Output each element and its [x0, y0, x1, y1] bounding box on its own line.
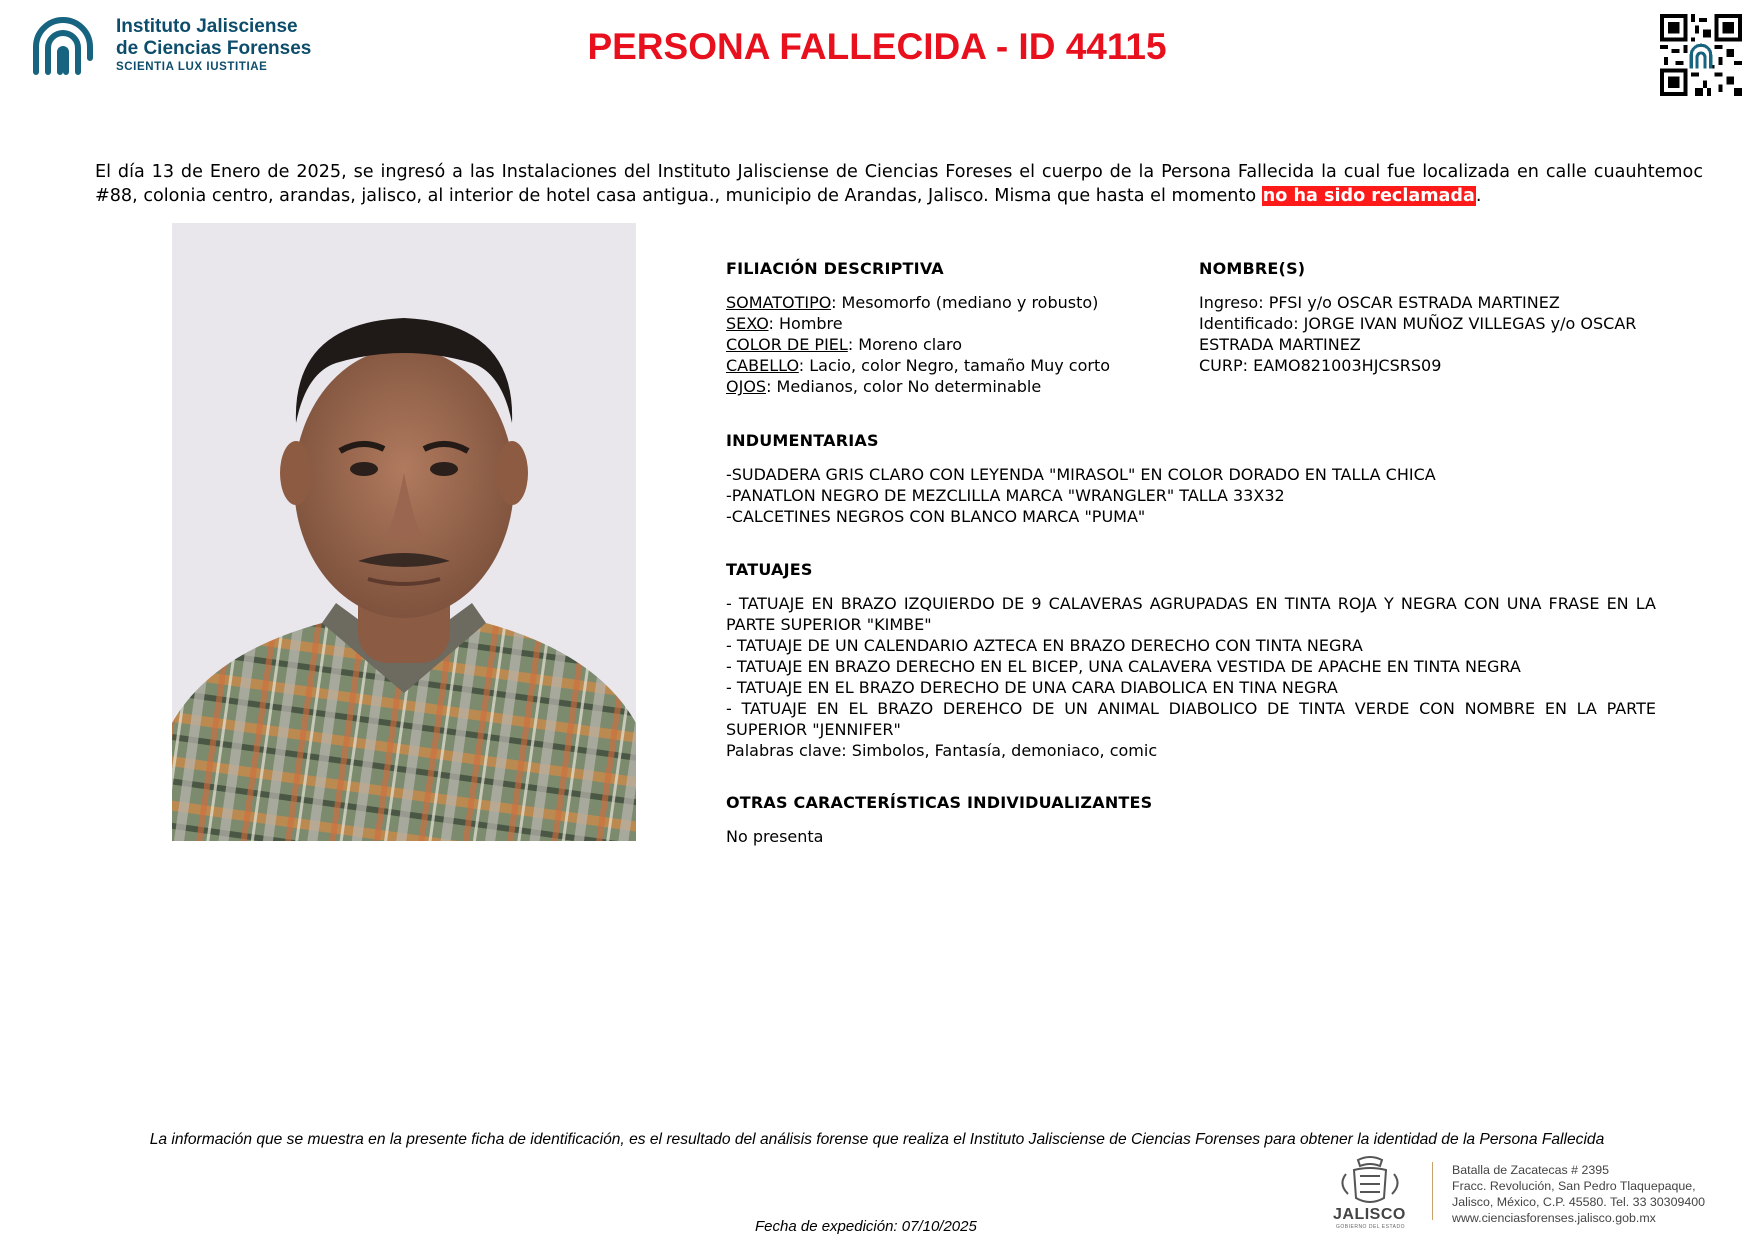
logo-name-line1: Instituto Jalisciense	[116, 16, 298, 37]
intro-end: .	[1475, 186, 1482, 206]
page-title: PERSONA FALLECIDA - ID 44115	[587, 26, 1167, 67]
cabello-line	[726, 355, 1186, 376]
institute-address	[1452, 1162, 1705, 1226]
ojos-line	[726, 376, 1186, 397]
tatuajes-heading: TATUAJES	[726, 560, 813, 579]
cabello-value: : Lacio, color Negro, tamaño Muy corto	[798, 356, 1111, 375]
otras-section	[726, 792, 1656, 847]
filiacion-section	[726, 258, 1186, 397]
tattoo-keywords: Palabras clave: Simbolos, Fantasía, demoniaco, comic	[726, 741, 1158, 760]
list-item: - TATUAJE EN EL BRAZO DERECHO DE UNA CARA DIABOLICA EN TINA NEGRA	[726, 678, 1338, 697]
tatuajes-section	[726, 559, 1656, 761]
jalisco-subtitle: GOBIERNO DEL ESTADO	[1336, 1224, 1405, 1230]
nombres-section	[1199, 258, 1659, 376]
list-item: -CALCETINES NEGROS CON BLANCO MARCA "PUMA"	[726, 507, 1146, 526]
logo-name-line2: de Ciencias Forenses	[116, 38, 312, 59]
address-line: Jalisco, México, C.P. 45580. Tel. 33 30309400	[1452, 1195, 1706, 1209]
list-item: - TATUAJE EN EL BRAZO DEREHCO DE UN ANIMAL DIABOLICO DE TINTA VERDE CON NOMBRE EN LA PARTE SUPERIOR "JENNIFER"	[726, 699, 1656, 739]
footer-divider	[1432, 1162, 1433, 1220]
sexo-label: SEXO	[726, 314, 769, 333]
qr-code-icon	[1660, 14, 1742, 96]
piel-value: : Moreno claro	[847, 335, 963, 354]
sexo-value: : Hombre	[768, 314, 843, 333]
somatotipo-value: : Mesomorfo (mediano y robusto)	[831, 293, 1099, 312]
otras-heading: OTRAS CARACTERÍSTICAS INDIVIDUALIZANTES	[726, 793, 1153, 812]
nombre-ingreso: Ingreso: PFSI y/o OSCAR ESTRADA MARTINEZ	[1199, 293, 1560, 312]
intro-paragraph	[95, 160, 1703, 208]
sexo-line	[726, 313, 1186, 334]
address-line: Fracc. Revolución, San Pedro Tlaquepaque,	[1452, 1179, 1696, 1193]
ojos-label: OJOS	[726, 377, 767, 396]
unclaimed-highlight: no ha sido reclamada	[1262, 186, 1475, 206]
nombre-identificado: Identificado: JORGE IVAN MUÑOZ VILLEGAS y/o OSCAR ESTRADA MARTINEZ	[1199, 314, 1637, 354]
indumentarias-heading: INDUMENTARIAS	[726, 431, 879, 450]
list-item: -PANATLON NEGRO DE MEZCLILLA MARCA "WRANGLER" TALLA 33X32	[726, 486, 1285, 505]
list-item: - TATUAJE EN BRAZO DERECHO EN EL BICEP, UNA CALAVERA VESTIDA DE APACHE EN TINTA NEGRA	[726, 657, 1521, 676]
nombres-heading: NOMBRE(S)	[1199, 259, 1306, 278]
person-photo	[172, 223, 636, 841]
somatotipo-line	[726, 292, 1186, 313]
jalisco-wordmark: JALISCO	[1333, 1206, 1406, 1223]
ojos-value: : Medianos, color No determinable	[766, 377, 1042, 396]
issue-date: Fecha de expedición: 07/10/2025	[755, 1218, 977, 1235]
cabello-label: CABELLO	[726, 356, 799, 375]
list-item: - TATUAJE EN BRAZO IZQUIERDO DE 9 CALAVERAS AGRUPADAS EN TINTA ROJA Y NEGRA CON UNA FRASE EN LA PARTE SUPERIOR "KIMBE"	[726, 594, 1656, 634]
filiacion-heading: FILIACIÓN DESCRIPTIVA	[726, 259, 944, 278]
website-link[interactable]: www.cienciasforenses.jalisco.gob.mx	[1452, 1211, 1656, 1225]
indumentarias-section	[726, 430, 1656, 527]
disclaimer: La información que se muestra en la presente ficha de identificación, es el resultado del análisis forense que realiza el Instituto Jalisciense de Ciencias Forenses para obtener la identidad de la Persona Fallecida	[149, 1131, 1605, 1148]
logo-motto: SCIENTIA LUX IUSTITIAE	[116, 61, 268, 73]
somatotipo-label: SOMATOTIPO	[726, 293, 832, 312]
curp: CURP: EAMO821003HJCSRS09	[1199, 356, 1442, 375]
address-line: Batalla de Zacatecas # 2395	[1452, 1163, 1610, 1177]
piel-line	[726, 334, 1186, 355]
list-item: -SUDADERA GRIS CLARO CON LEYENDA "MIRASOL" EN COLOR DORADO EN TALLA CHICA	[726, 465, 1436, 484]
piel-label: COLOR DE PIEL	[726, 335, 848, 354]
list-item: - TATUAJE DE UN CALENDARIO AZTECA EN BRAZO DERECHO CON TINTA NEGRA	[726, 636, 1363, 655]
intro-text: El día 13 de Enero de 2025, se ingresó a las Instalaciones del Instituto Jalisciense de Ciencias Foreses el cuerpo de la Persona Fallecida la cual fue localizada en calle cuauhtemoc #88, colonia centro, arandas, jalisco, al interior de hotel casa antigua., municipio de Arandas, Jalisco. Misma que hasta el momento	[95, 162, 1703, 206]
otras-value: No presenta	[726, 827, 824, 846]
